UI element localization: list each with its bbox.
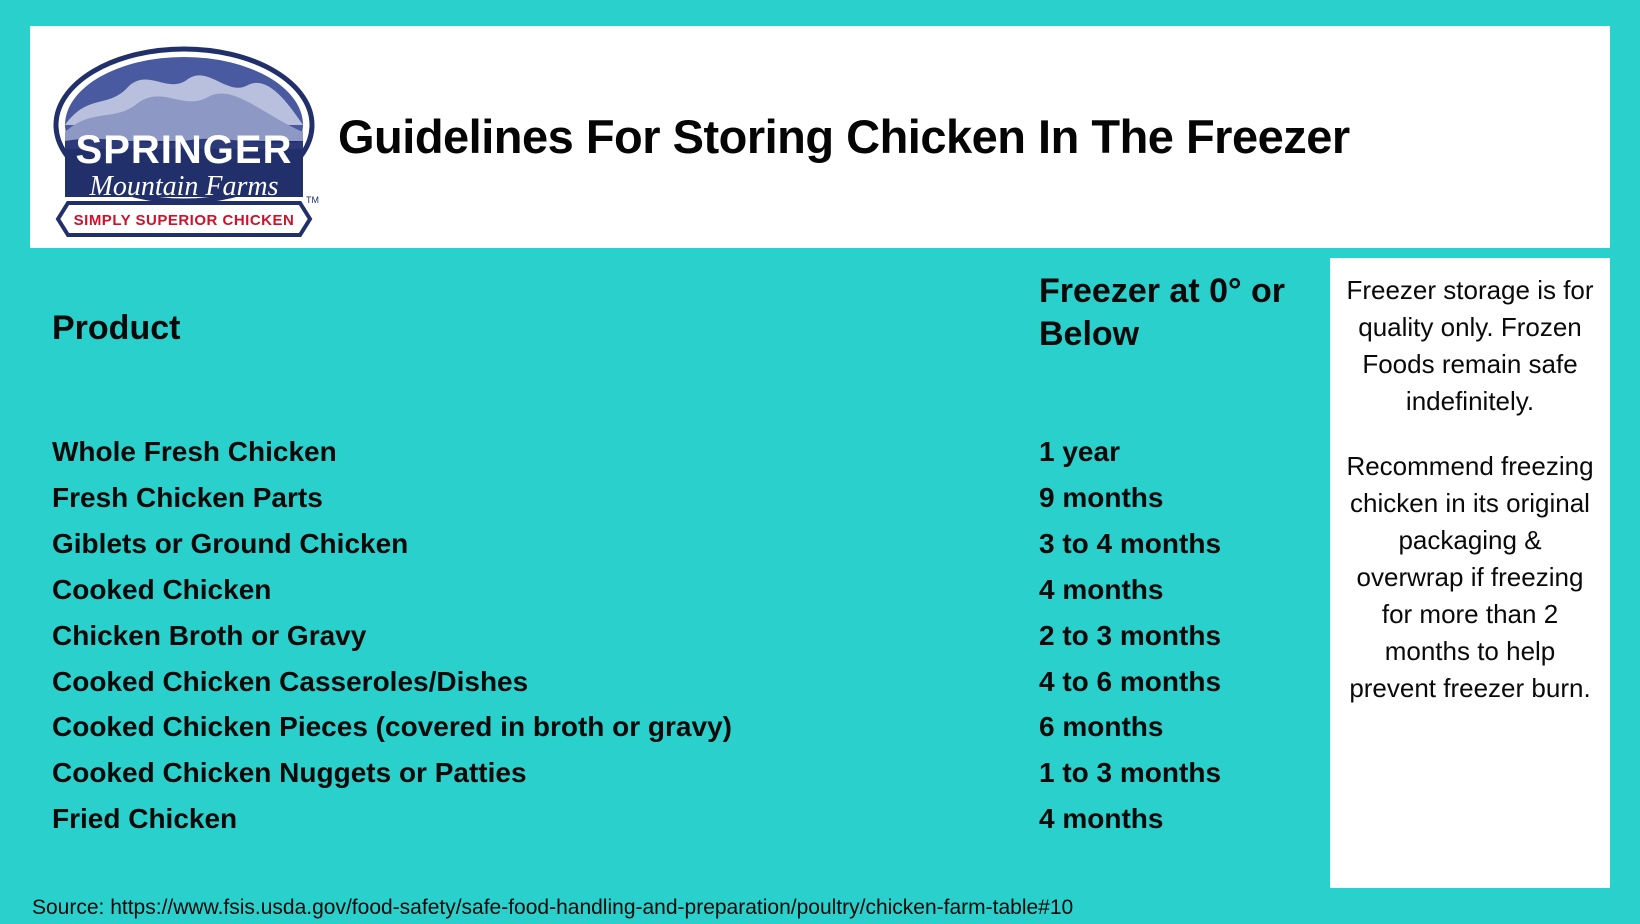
table-row: 1 to 3 months bbox=[1039, 757, 1222, 789]
svg-text:TM: TM bbox=[306, 195, 319, 205]
table-row: Cooked Chicken Pieces (covered in broth or gravy) bbox=[52, 711, 732, 743]
content-area bbox=[30, 258, 1610, 888]
product-column bbox=[30, 407, 1012, 888]
source-citation: Source: https://www.fsis.usda.gov/food-safety/safe-food-handling-and-preparation/poultry/chicken-farm-table#10 bbox=[32, 896, 1074, 919]
svg-text:SIMPLY SUPERIOR CHICKEN: SIMPLY SUPERIOR CHICKEN bbox=[73, 212, 295, 229]
table-row: 4 months bbox=[1039, 803, 1164, 835]
column-header-freezer-label: Freezer at 0° or Below bbox=[1039, 272, 1286, 353]
table-row: 9 months bbox=[1039, 481, 1164, 513]
table-row: 1 year bbox=[1039, 436, 1120, 467]
table-row: Fresh Chicken Parts bbox=[52, 481, 323, 513]
table-row: Whole Fresh Chicken bbox=[52, 436, 337, 467]
svg-text:SPRINGER: SPRINGER bbox=[75, 128, 293, 172]
table-row: Giblets or Ground Chicken bbox=[52, 527, 409, 559]
table-row: 4 to 6 months bbox=[1039, 665, 1222, 697]
table-body bbox=[30, 407, 1321, 888]
table-row: 2 to 3 months bbox=[1039, 619, 1222, 651]
table-row: Cooked Chicken Nuggets or Patties bbox=[52, 757, 527, 789]
table-row: 4 months bbox=[1039, 573, 1164, 605]
storage-note-panel bbox=[1330, 258, 1610, 888]
springer-mountain-farms-logo bbox=[48, 37, 320, 237]
table-row: Fried Chicken bbox=[52, 803, 238, 835]
logo-graphic bbox=[48, 37, 320, 237]
column-header-freezer bbox=[1021, 258, 1321, 398]
header bbox=[30, 26, 1610, 248]
column-header-product-label: Product bbox=[52, 308, 181, 347]
table-row: 6 months bbox=[1039, 711, 1164, 743]
page-title: Guidelines For Storing Chicken In The Freezer bbox=[338, 110, 1350, 164]
column-header-product bbox=[30, 258, 1012, 398]
freezer-time-column bbox=[1021, 407, 1321, 888]
table-header-row bbox=[30, 258, 1321, 398]
storage-table bbox=[30, 258, 1321, 888]
table-row: 3 to 4 months bbox=[1039, 527, 1222, 559]
table-row: Cooked Chicken Casseroles/Dishes bbox=[52, 665, 529, 697]
table-row: Chicken Broth or Gravy bbox=[52, 619, 367, 651]
table-row: Cooked Chicken bbox=[52, 573, 272, 605]
note-paragraph-packaging: Recommend freezing chicken in its original packaging & overwrap if freezing for more than 2 months to help prevent freezer burn. bbox=[1346, 451, 1594, 703]
note-paragraph-quality: Freezer storage is for quality only. Frozen Foods remain safe indefinitely. bbox=[1346, 275, 1594, 416]
svg-text:Mountain Farms: Mountain Farms bbox=[89, 171, 279, 202]
